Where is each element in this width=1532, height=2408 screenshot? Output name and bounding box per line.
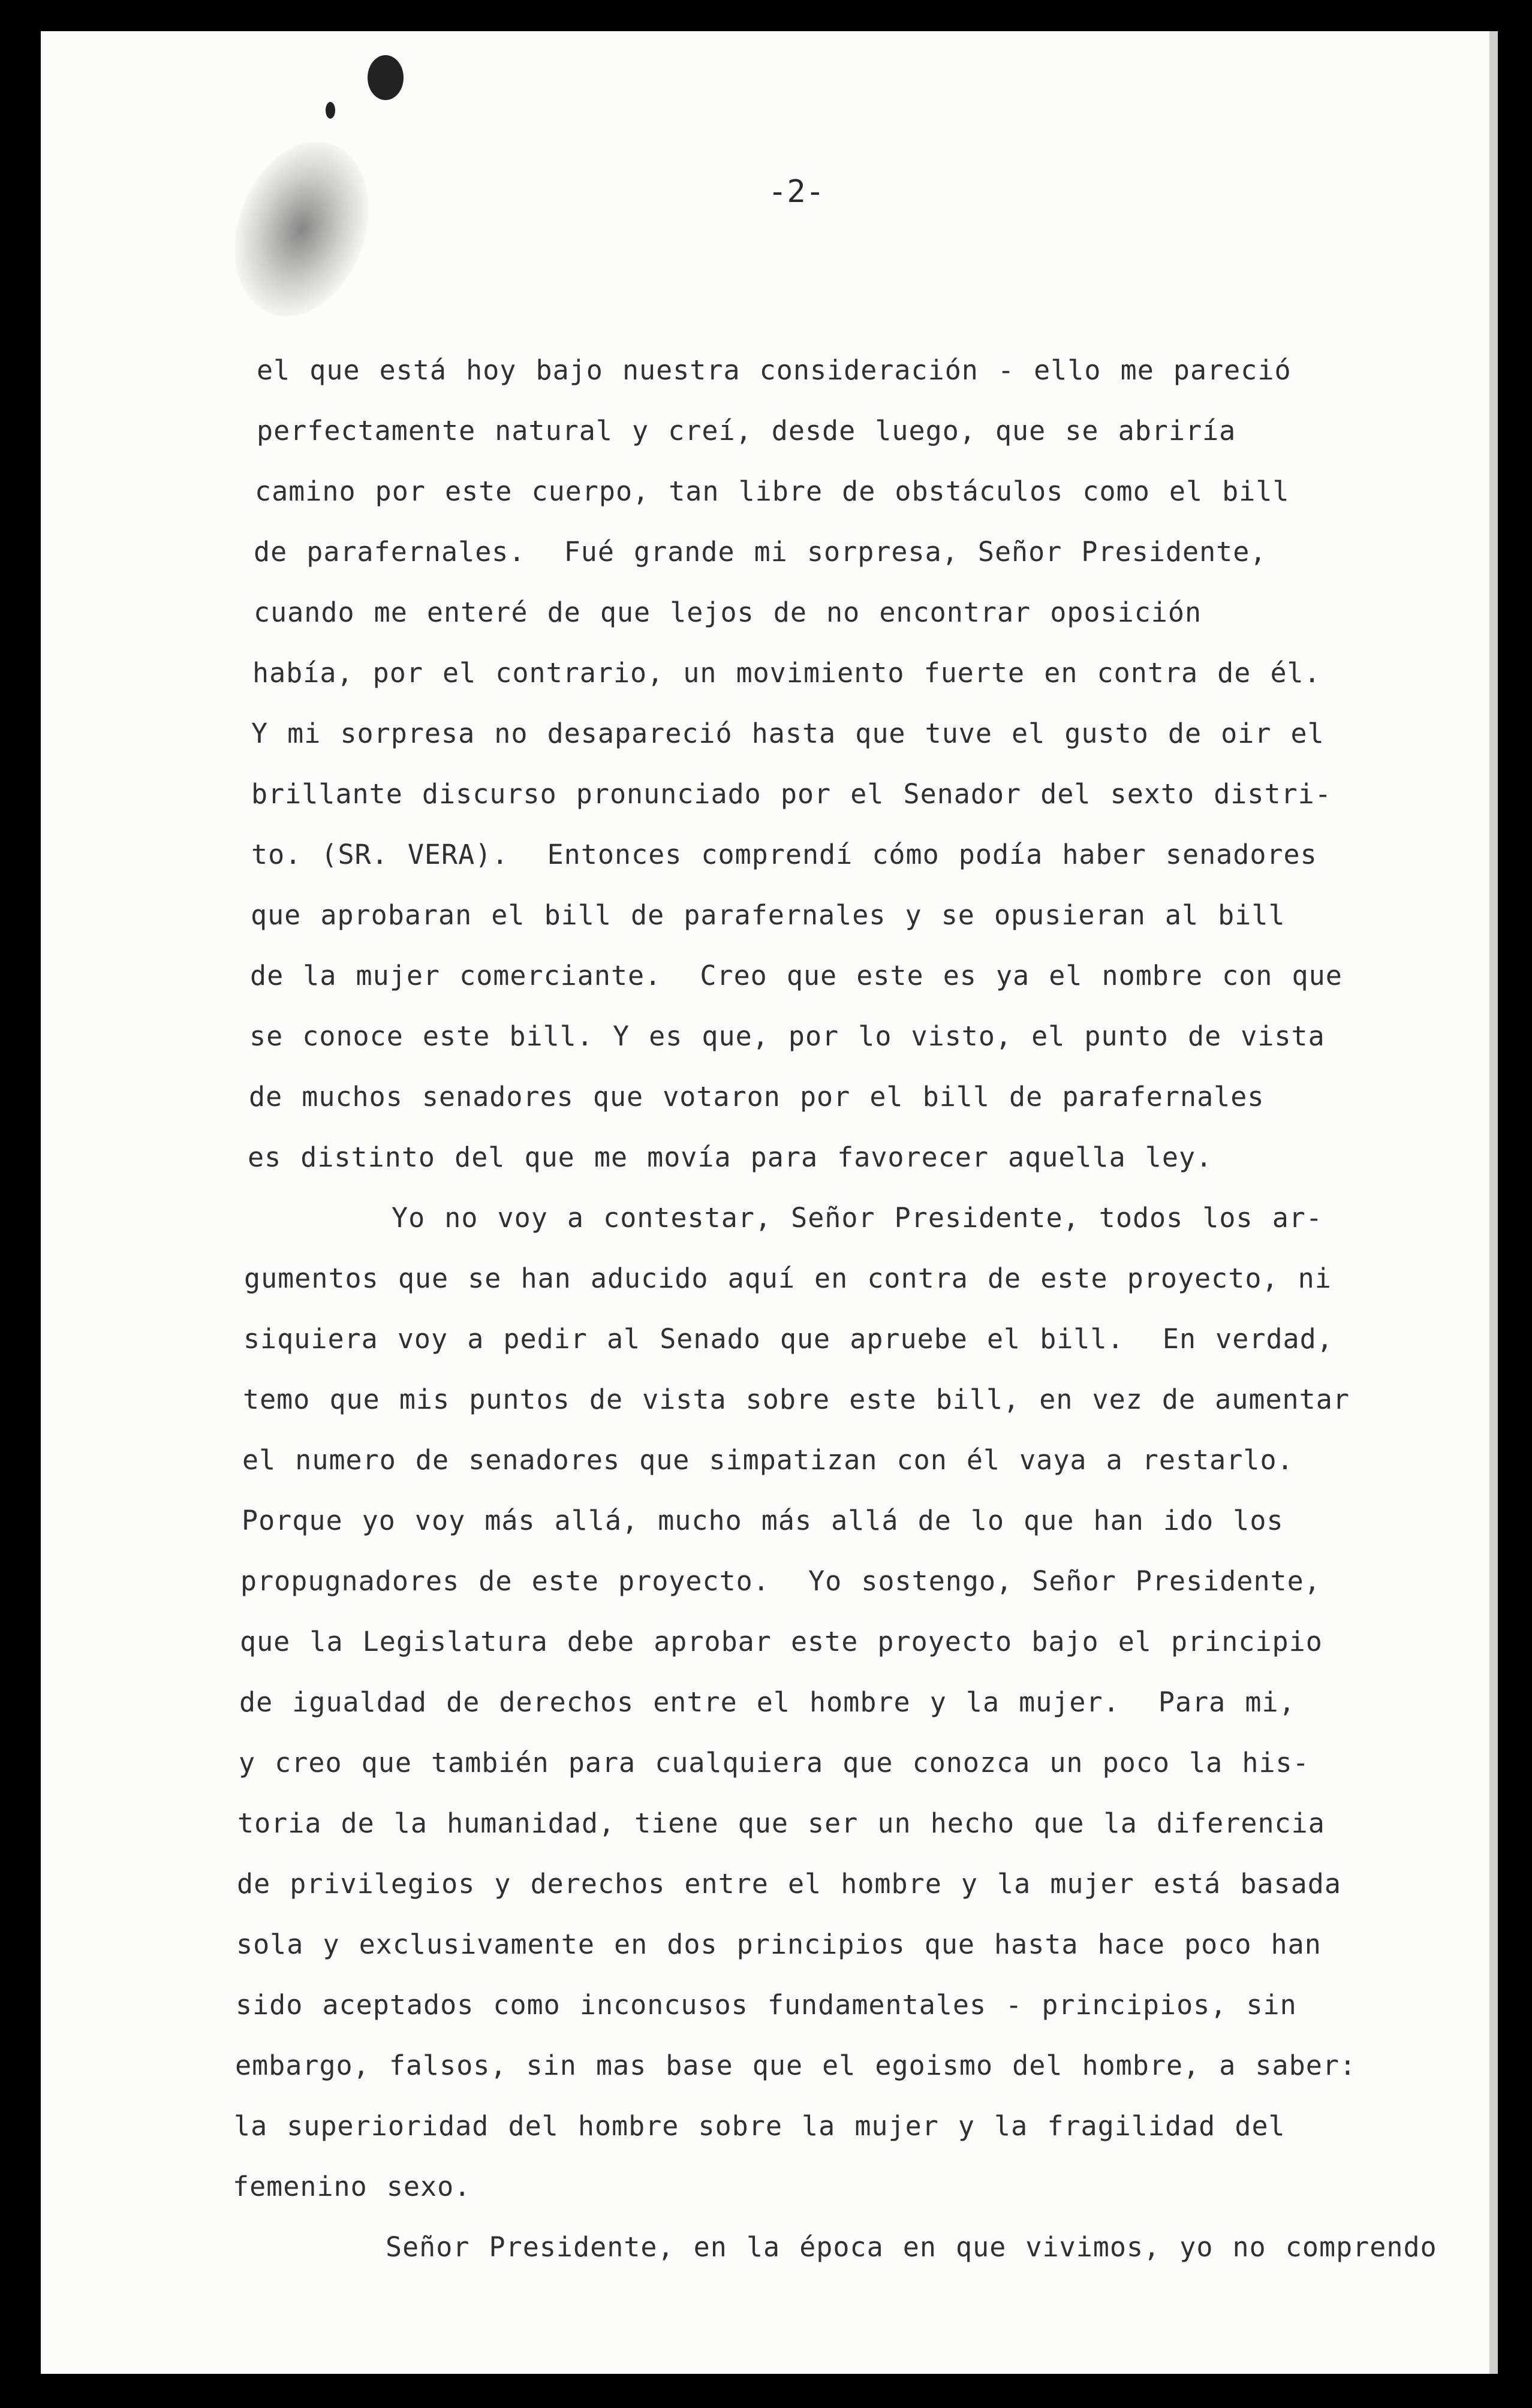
text-line: sido aceptados como inconcusos fundamentales - principios, sin	[236, 1989, 1297, 2021]
text-line: de igualdad de derechos entre el hombre y la mujer. Para mi,	[239, 1686, 1296, 1718]
text-line: to. (SR. VERA). Entonces comprendí cómo podía haber senadores	[251, 839, 1317, 870]
text-line: gumentos que se han aducido aquí en contra de este proyecto, ni	[244, 1262, 1332, 1294]
ink-smudge	[212, 123, 392, 335]
text-line: se conoce este bill. Y es que, por lo visto, el punto de vista	[249, 1020, 1325, 1052]
text-line: camino por este cuerpo, tan libre de obstáculos como el bill	[255, 475, 1290, 507]
text-line: que aprobaran el bill de parafernales y se opusieran al bill	[251, 899, 1286, 931]
text-line: de parafernales. Fué grande mi sorpresa, Señor Presidente,	[254, 536, 1267, 568]
text-line: temo que mis puntos de vista sobre este bill, en vez de aumentar	[243, 1384, 1350, 1415]
ink-blot	[368, 55, 404, 100]
text-line: perfectamente natural y creí, desde luego, que se abriría	[257, 415, 1236, 447]
text-line: propugnadores de este proyecto. Yo sostengo, Señor Presidente,	[240, 1565, 1321, 1597]
text-line: toria de la humanidad, tiene que ser un hecho que la diferencia	[237, 1807, 1325, 1839]
text-line: Y mi sorpresa no desapareció hasta que tuve el gusto de oir el	[251, 718, 1325, 749]
text-line: de muchos senadores que votaron por el bill de parafernales	[249, 1081, 1265, 1113]
text-line: Yo no voy a contestar, Señor Presidente, todos los ar-	[392, 1202, 1323, 1234]
text-line: Porque yo voy más allá, mucho más allá de lo que han ido los	[242, 1505, 1284, 1536]
text-line: de privilegios y derechos entre el hombre y la mujer está basada	[237, 1868, 1341, 1900]
text-line: sola y exclusivamente en dos principios que hasta hace poco han	[236, 1928, 1322, 1960]
text-line: embargo, falsos, sin mas base que el egoismo del hombre, a saber:	[235, 2050, 1356, 2081]
text-line: y creo que también para cualquiera que conozca un poco la his-	[239, 1747, 1310, 1779]
text-line: siquiera voy a pedir al Senado que apruebe el bill. En verdad,	[243, 1323, 1334, 1355]
text-line: brillante discurso pronunciado por el Senador del sexto distri-	[251, 778, 1332, 810]
text-line: es distinto del que me movía para favorecer aquella ley.	[248, 1141, 1213, 1173]
text-line: el numero de senadores que simpatizan con él vaya a restarlo.	[242, 1444, 1294, 1476]
ink-speck	[326, 102, 335, 119]
body-text	[233, 340, 1441, 2277]
text-line: el que está hoy bajo nuestra consideración - ello me pareció	[257, 354, 1292, 386]
document-page	[41, 31, 1498, 2374]
text-line: Señor Presidente, en la época en que vivimos, yo no comprendo	[386, 2231, 1437, 2263]
text-line: que la Legislatura debe aprobar este proyecto bajo el principio	[240, 1626, 1323, 1657]
text-line: de la mujer comerciante. Creo que este es ya el nombre con que	[250, 960, 1343, 991]
text-line: cuando me enteré de que lejos de no encontrar oposición	[254, 596, 1202, 628]
page-number: -2-	[768, 174, 824, 210]
text-line: había, por el contrario, un movimiento fuerte en contra de él.	[252, 657, 1321, 689]
text-line: femenino sexo.	[233, 2171, 471, 2202]
text-line: la superioridad del hombre sobre la mujer y la fragilidad del	[234, 2110, 1286, 2142]
